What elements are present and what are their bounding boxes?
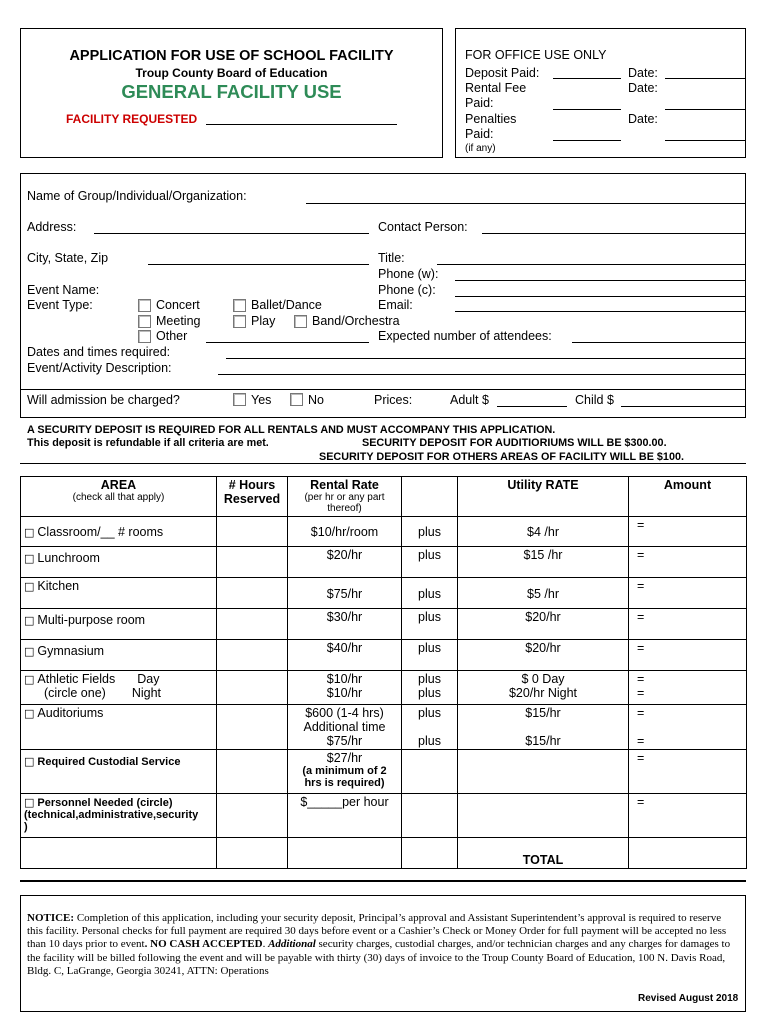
table-row (21, 640, 747, 671)
utility-cell: $ 0 Day $20/hr Night (458, 671, 629, 705)
rate-cell: $600 (1-4 hrs) Additional time $75/hr (288, 705, 402, 750)
org-name: Troup County Board of Education (135, 66, 328, 80)
concert-checkbox[interactable] (138, 299, 151, 312)
adult-label: Adult $ (450, 393, 489, 407)
rental-paid-label: Paid: (465, 96, 494, 110)
other-label: Other (156, 329, 188, 343)
area-cell (21, 838, 217, 869)
plus-cell: plus (402, 578, 458, 609)
utility-cell (458, 794, 629, 838)
total-label: TOTAL (458, 838, 629, 869)
amount-header: Amount (629, 477, 747, 517)
hours-cell[interactable] (217, 609, 288, 640)
area-cell[interactable]: □ Lunchroom (21, 547, 217, 578)
area-cell[interactable]: □ Athletic Fields Day (circle one) Night (21, 671, 217, 705)
rate-cell: $75/hr (288, 578, 402, 609)
email-label: Email: (378, 298, 413, 312)
phone-c-field[interactable] (455, 296, 746, 297)
area-cell[interactable]: □ Kitchen (21, 578, 217, 609)
hours-cell (217, 838, 288, 869)
child-label: Child $ (575, 393, 614, 407)
amount-cell[interactable]: = (629, 578, 747, 609)
deposit-line-2b: SECURITY DEPOSIT FOR AUDITIORIUMS WILL BE $300.00. (362, 437, 667, 449)
checkbox-icon: □ (24, 526, 35, 539)
area-cell[interactable]: □ Auditoriums (21, 705, 217, 750)
date-label: Date: (628, 66, 658, 80)
no-label: No (308, 393, 324, 407)
penalties-paid-label: Paid: (465, 127, 494, 141)
attendees-label: Expected number of attendees: (378, 329, 552, 343)
plus-cell: plus (402, 517, 458, 547)
event-name-label: Event Name: (27, 283, 100, 297)
plus-cell (402, 794, 458, 838)
deposit-line-2a: This deposit is refundable if all criteria are met. (27, 437, 269, 449)
deposit-date-field[interactable] (665, 78, 745, 79)
amount-cell[interactable]: = (629, 640, 747, 671)
description-label: Event/Activity Description: (27, 361, 172, 375)
area-header: AREA (check all that apply) (21, 477, 217, 517)
date-label: Date: (628, 81, 658, 95)
plus-cell (402, 838, 458, 869)
rental-fee-label: Rental Fee (465, 81, 527, 95)
checkbox-icon: □ (24, 580, 35, 593)
plus-cell: plus (402, 609, 458, 640)
utility-cell: $20/hr (458, 609, 629, 640)
rate-cell: $30/hr (288, 609, 402, 640)
table-row (21, 578, 747, 609)
hours-cell[interactable] (217, 671, 288, 705)
band-checkbox[interactable] (294, 315, 307, 328)
table-row (21, 794, 747, 838)
concert-label: Concert (156, 298, 200, 312)
meeting-label: Meeting (156, 314, 201, 328)
phone-c-label: Phone (c): (378, 283, 436, 297)
adult-price-field[interactable] (497, 406, 567, 407)
prices-label: Prices: (374, 393, 413, 407)
meeting-checkbox[interactable] (138, 315, 151, 328)
description-field-2[interactable] (20, 389, 746, 390)
checkbox-icon: □ (24, 796, 35, 809)
table-row (21, 609, 747, 640)
deposit-divider (20, 463, 746, 464)
amount-cell[interactable]: = = (629, 705, 747, 750)
deposit-paid-label: Deposit Paid: (465, 66, 540, 80)
no-checkbox[interactable] (290, 393, 303, 406)
table-header-row (21, 477, 747, 517)
rate-cell: $20/hr (288, 547, 402, 578)
utility-cell: $4 /hr (458, 517, 629, 547)
table-row (21, 547, 747, 578)
group-field[interactable] (306, 203, 746, 204)
utility-cell: $15/hr $15/hr (458, 705, 629, 750)
penalties-paid-field[interactable] (553, 140, 621, 141)
play-checkbox[interactable] (233, 315, 246, 328)
checkbox-icon: □ (24, 614, 35, 627)
admission-label: Will admission be charged? (27, 393, 180, 407)
amount-cell[interactable]: = (629, 750, 747, 794)
amount-cell[interactable]: = = (629, 671, 747, 705)
checkbox-icon: □ (24, 552, 35, 565)
other-field[interactable] (206, 342, 369, 343)
email-field[interactable] (455, 311, 746, 312)
total-row (21, 838, 747, 869)
city-field[interactable] (148, 264, 369, 265)
penalties-date-field[interactable] (665, 140, 745, 141)
contact-label: Contact Person: (378, 220, 468, 234)
form-title: APPLICATION FOR USE OF SCHOOL FACILITY (69, 48, 394, 64)
amount-cell[interactable]: = (629, 609, 747, 640)
rate-cell: $27/hr (a minimum of 2 hrs is required) (288, 750, 402, 794)
amount-cell[interactable]: = (629, 547, 747, 578)
plus-cell: plus plus (402, 671, 458, 705)
plus-cell (402, 750, 458, 794)
attendees-field[interactable] (572, 342, 746, 343)
rate-cell: $10/hr/room (288, 517, 402, 547)
dates-field[interactable] (226, 358, 746, 359)
rental-paid-field[interactable] (553, 109, 621, 110)
play-label: Play (251, 314, 276, 328)
checkbox-icon: □ (24, 673, 35, 686)
event-type-label: Event Type: (27, 298, 93, 312)
band-label: Band/Orchestra (312, 314, 400, 328)
address-field[interactable] (94, 233, 369, 234)
utility-cell: $5 /hr (458, 578, 629, 609)
notice-text: NOTICE: Completion of this application, including your security deposit, Principal’s approval and Assistant Superintendent’s approval is required to reserve this facility. Personal checks for full payment are required 30 days before event or a Cashier’s Check or Money Order for full payment will be accepted no less than 10 days prior to event. NO CASH ACCEPTED. Additional security charges, custodial charges, and/or technician charges and any charges for damages to the facility will be billed following the event and will be payable with thirty (30) days of invoice to the Troup County Board of Education, 100 N. Davis Road, Bldg. C, LaGrange, Georgia 30241, ATTN: Operations (27, 912, 731, 977)
rate-cell: $_____per hour (288, 794, 402, 838)
ballet-label: Ballet/Dance (251, 298, 322, 312)
plus-header (402, 477, 458, 517)
rate-cell: $10/hr $10/hr (288, 671, 402, 705)
contact-field[interactable] (482, 233, 746, 234)
utility-cell: $20/hr (458, 640, 629, 671)
hours-cell[interactable] (217, 517, 288, 547)
facility-requested-label: FACILITY REQUESTED (66, 112, 198, 126)
deposit-line-3: SECURITY DEPOSIT FOR OTHERS AREAS OF FACILITY WILL BE $100. (319, 451, 684, 463)
rental-header: Rental Rate (per hr or any part thereof) (288, 477, 402, 517)
area-cell[interactable]: □ Personnel Needed (circle) (technical,administrative,security ) (21, 794, 217, 838)
phone-w-label: Phone (w): (378, 267, 439, 281)
utility-cell (458, 750, 629, 794)
utility-cell: $15 /hr (458, 547, 629, 578)
yes-checkbox[interactable] (233, 393, 246, 406)
address-label: Address: (27, 220, 77, 234)
checkbox-icon: □ (24, 755, 35, 768)
table-row (21, 517, 747, 547)
amount-cell[interactable]: = (629, 517, 747, 547)
hours-cell[interactable] (217, 750, 288, 794)
plus-cell: plus plus (402, 705, 458, 750)
office-heading: FOR OFFICE USE ONLY (465, 48, 607, 62)
table-row (21, 671, 747, 705)
dates-label: Dates and times required: (27, 345, 171, 359)
plus-cell: plus (402, 547, 458, 578)
description-field[interactable] (218, 374, 746, 375)
revised-date: Revised August 2018 (638, 993, 739, 1004)
hours-cell[interactable] (217, 547, 288, 578)
plus-cell: plus (402, 640, 458, 671)
deposit-line-1: A SECURITY DEPOSIT IS REQUIRED FOR ALL RENTALS AND MUST ACCOMPANY THIS APPLICATION. (27, 424, 556, 436)
phone-w-field[interactable] (455, 280, 746, 281)
penalties-label: Penalties (465, 112, 517, 126)
hours-cell[interactable] (217, 794, 288, 838)
checkbox-icon: □ (24, 645, 35, 658)
utility-header: Utility RATE (458, 477, 629, 517)
rate-cell: $40/hr (288, 640, 402, 671)
total-amount-cell[interactable] (629, 838, 747, 869)
deposit-paid-field[interactable] (553, 78, 621, 79)
hours-header: # Hours Reserved (217, 477, 288, 517)
amount-cell[interactable]: = (629, 794, 747, 838)
other-checkbox[interactable] (138, 330, 151, 343)
hours-cell[interactable] (217, 640, 288, 671)
section-divider (20, 880, 746, 882)
subtitle: GENERAL FACILITY USE (121, 81, 342, 102)
if-any-note: (if any) (465, 143, 496, 154)
facility-requested-field[interactable] (206, 124, 397, 125)
hours-cell[interactable] (217, 705, 288, 750)
child-price-field[interactable] (621, 406, 746, 407)
city-label: City, State, Zip (27, 251, 109, 265)
yes-label: Yes (251, 393, 272, 407)
ballet-checkbox[interactable] (233, 299, 246, 312)
checkbox-icon: □ (24, 707, 35, 720)
group-label: Name of Group/Individual/Organization: (27, 189, 247, 203)
table-row (21, 705, 747, 750)
date-label: Date: (628, 112, 658, 126)
area-cell[interactable]: □ Multi-purpose room (21, 609, 217, 640)
area-cell[interactable]: □ Required Custodial Service (21, 750, 217, 794)
hours-cell[interactable] (217, 578, 288, 609)
title-field[interactable] (437, 264, 746, 265)
rates-table (20, 476, 747, 869)
title-label: Title: (378, 251, 405, 265)
area-cell[interactable]: □ Classroom/__ # rooms (21, 517, 217, 547)
rate-cell (288, 838, 402, 869)
rental-date-field[interactable] (665, 109, 745, 110)
area-cell[interactable]: □ Gymnasium (21, 640, 217, 671)
table-row (21, 750, 747, 794)
